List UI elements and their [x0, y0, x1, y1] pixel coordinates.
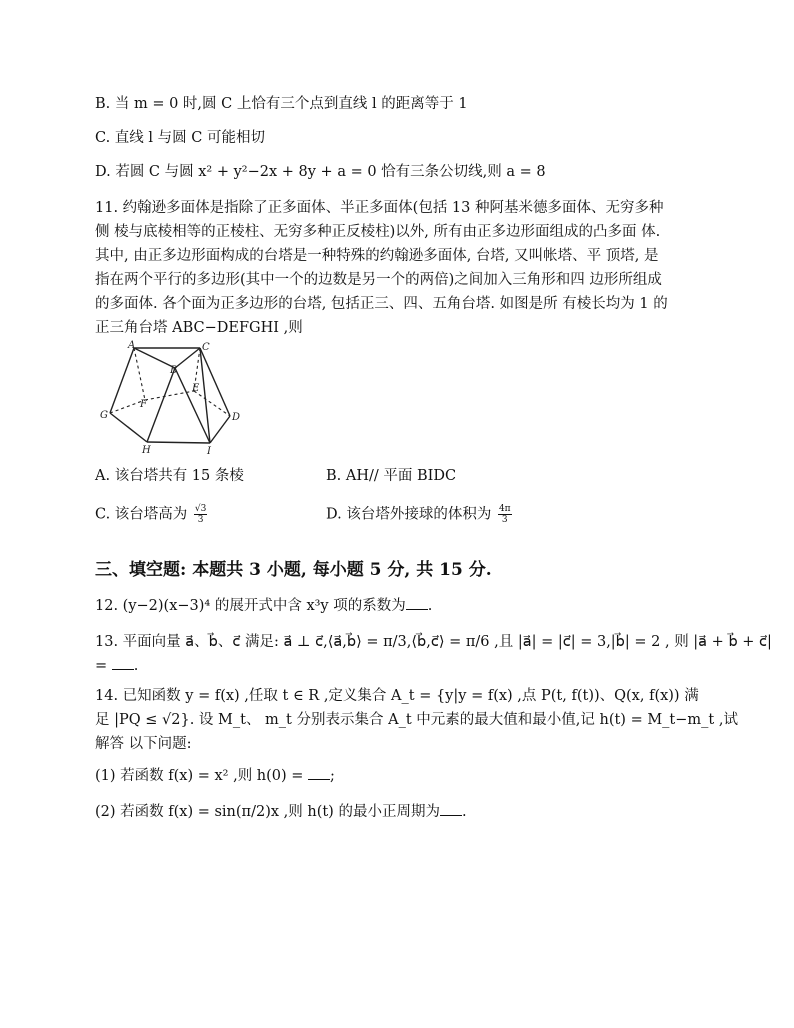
q14-part-1: [95, 766, 335, 786]
q11-option-d: [326, 504, 514, 525]
q14-line-1: 14. 已知函数 y = f(x) ,任取 t ∈ R ,定义集合 A_t = {y|y = f(x) ,点 P(t, f(t))、Q(x, f(x)) 满: [95, 688, 699, 704]
label-d: D: [232, 412, 241, 423]
label-h: H: [142, 445, 151, 456]
q11-option-c: [95, 504, 209, 525]
q14-part-1-text: (1) 若函数 f(x) = x² ,则 h(0) =: [95, 768, 309, 784]
option-b: B. 当 m = 0 时,圆 C 上恰有三个点到直线 l 的距离等于 1: [95, 96, 468, 112]
q13-end: .: [133, 658, 139, 674]
option-d: D. 若圆 C 与圆 x² + y²−2x + 8y + a = 0 恰有三条公切线,则 a = 8: [95, 164, 546, 180]
label-b: B: [170, 365, 178, 376]
q11-option-c-text: C. 该台塔高为: [95, 506, 188, 523]
label-c: C: [202, 342, 210, 353]
q12-text: 12. (y−2)(x−3)⁴ 的展开式中含 x³y 项的系数为: [95, 598, 406, 614]
label-f: F: [140, 399, 147, 410]
q12: [95, 596, 432, 616]
q11-line-4: 指在两个平行的多边形(其中一个的边数是另一个的两倍)之间加入三角形和四 边形所组成: [95, 272, 662, 288]
section-3-heading: 三、填空题: 本题共 3 小题, 每小题 5 分, 共 15 分.: [95, 560, 492, 580]
answer-blank[interactable]: [308, 767, 330, 780]
q14-line-2: 足 |PQ ≤ √2}. 设 M_t、 m_t 分别表示集合 A_t 中元素的最大值和最小值,记 h(t) = M_t−m_t ,试: [95, 712, 738, 728]
q11-line-5: 的多面体. 各个面为正多边形的台塔, 包括正三、四、五角台塔. 如图是所 有棱长均为 1 的: [95, 296, 668, 312]
q11-option-d-text: D. 该台塔外接球的体积为: [326, 506, 492, 523]
label-g: G: [100, 410, 108, 421]
q11-line-1: 11. 约翰逊多面体是指除了正多面体、半正多面体(包括 13 种阿基米德多面体、无穷多种: [95, 200, 664, 216]
q12-end: .: [427, 598, 433, 614]
fraction-numerator: √3: [194, 504, 207, 514]
q14-part-1-end: ;: [330, 768, 335, 784]
label-e: E: [192, 383, 200, 394]
cupola-figure: [92, 338, 252, 456]
fraction-denominator: 3: [501, 515, 508, 525]
q11-option-a: A. 该台塔共有 15 条棱: [95, 468, 244, 484]
q14-part-2-end: .: [461, 804, 467, 820]
q11-line-2: 侧 棱与底棱相等的正棱柱、无穷多种正反棱柱)以外, 所有由正多边形面组成的凸多面 体.: [95, 224, 661, 240]
answer-blank[interactable]: [406, 597, 428, 610]
q11-option-b: B. AH// 平面 BIDC: [326, 468, 457, 484]
q11-option-d-fraction: [498, 504, 512, 525]
q13-line-1: 13. 平面向量 a⃗、b⃗、c⃗ 满足: a⃗ ⊥ c⃗,⟨a⃗,b⃗⟩ = π/3,⟨b⃗,c⃗⟩ = π/6 ,且 |a⃗| = |c⃗| = 3,|b⃗| = 2 , 则 |a⃗ + b⃗ + c⃗|: [95, 634, 772, 650]
q13-equals: =: [95, 658, 112, 674]
answer-blank[interactable]: [112, 657, 134, 670]
label-a: A: [128, 340, 136, 351]
q13-line-2: [95, 656, 138, 676]
label-i: I: [207, 446, 211, 456]
fraction-numerator: 4π: [498, 504, 511, 514]
q14-part-2-text: (2) 若函数 f(x) = sin(π/2)x ,则 h(t) 的最小正周期为: [95, 804, 440, 820]
q11-line-3: 其中, 由正多边形面构成的台塔是一种特殊的约翰逊多面体, 台塔, 又叫帐塔、平 顶塔, 是: [95, 248, 659, 264]
q11-option-c-fraction: [194, 504, 207, 525]
q14-line-3: 解答 以下问题:: [95, 736, 192, 752]
q11-line-6: 正三角台塔 ABC−DEFGHI ,则: [95, 320, 303, 336]
q14-part-2: [95, 802, 467, 822]
option-c: C. 直线 l 与圆 C 可能相切: [95, 130, 265, 146]
answer-blank[interactable]: [440, 803, 462, 816]
fraction-denominator: 3: [197, 515, 204, 525]
